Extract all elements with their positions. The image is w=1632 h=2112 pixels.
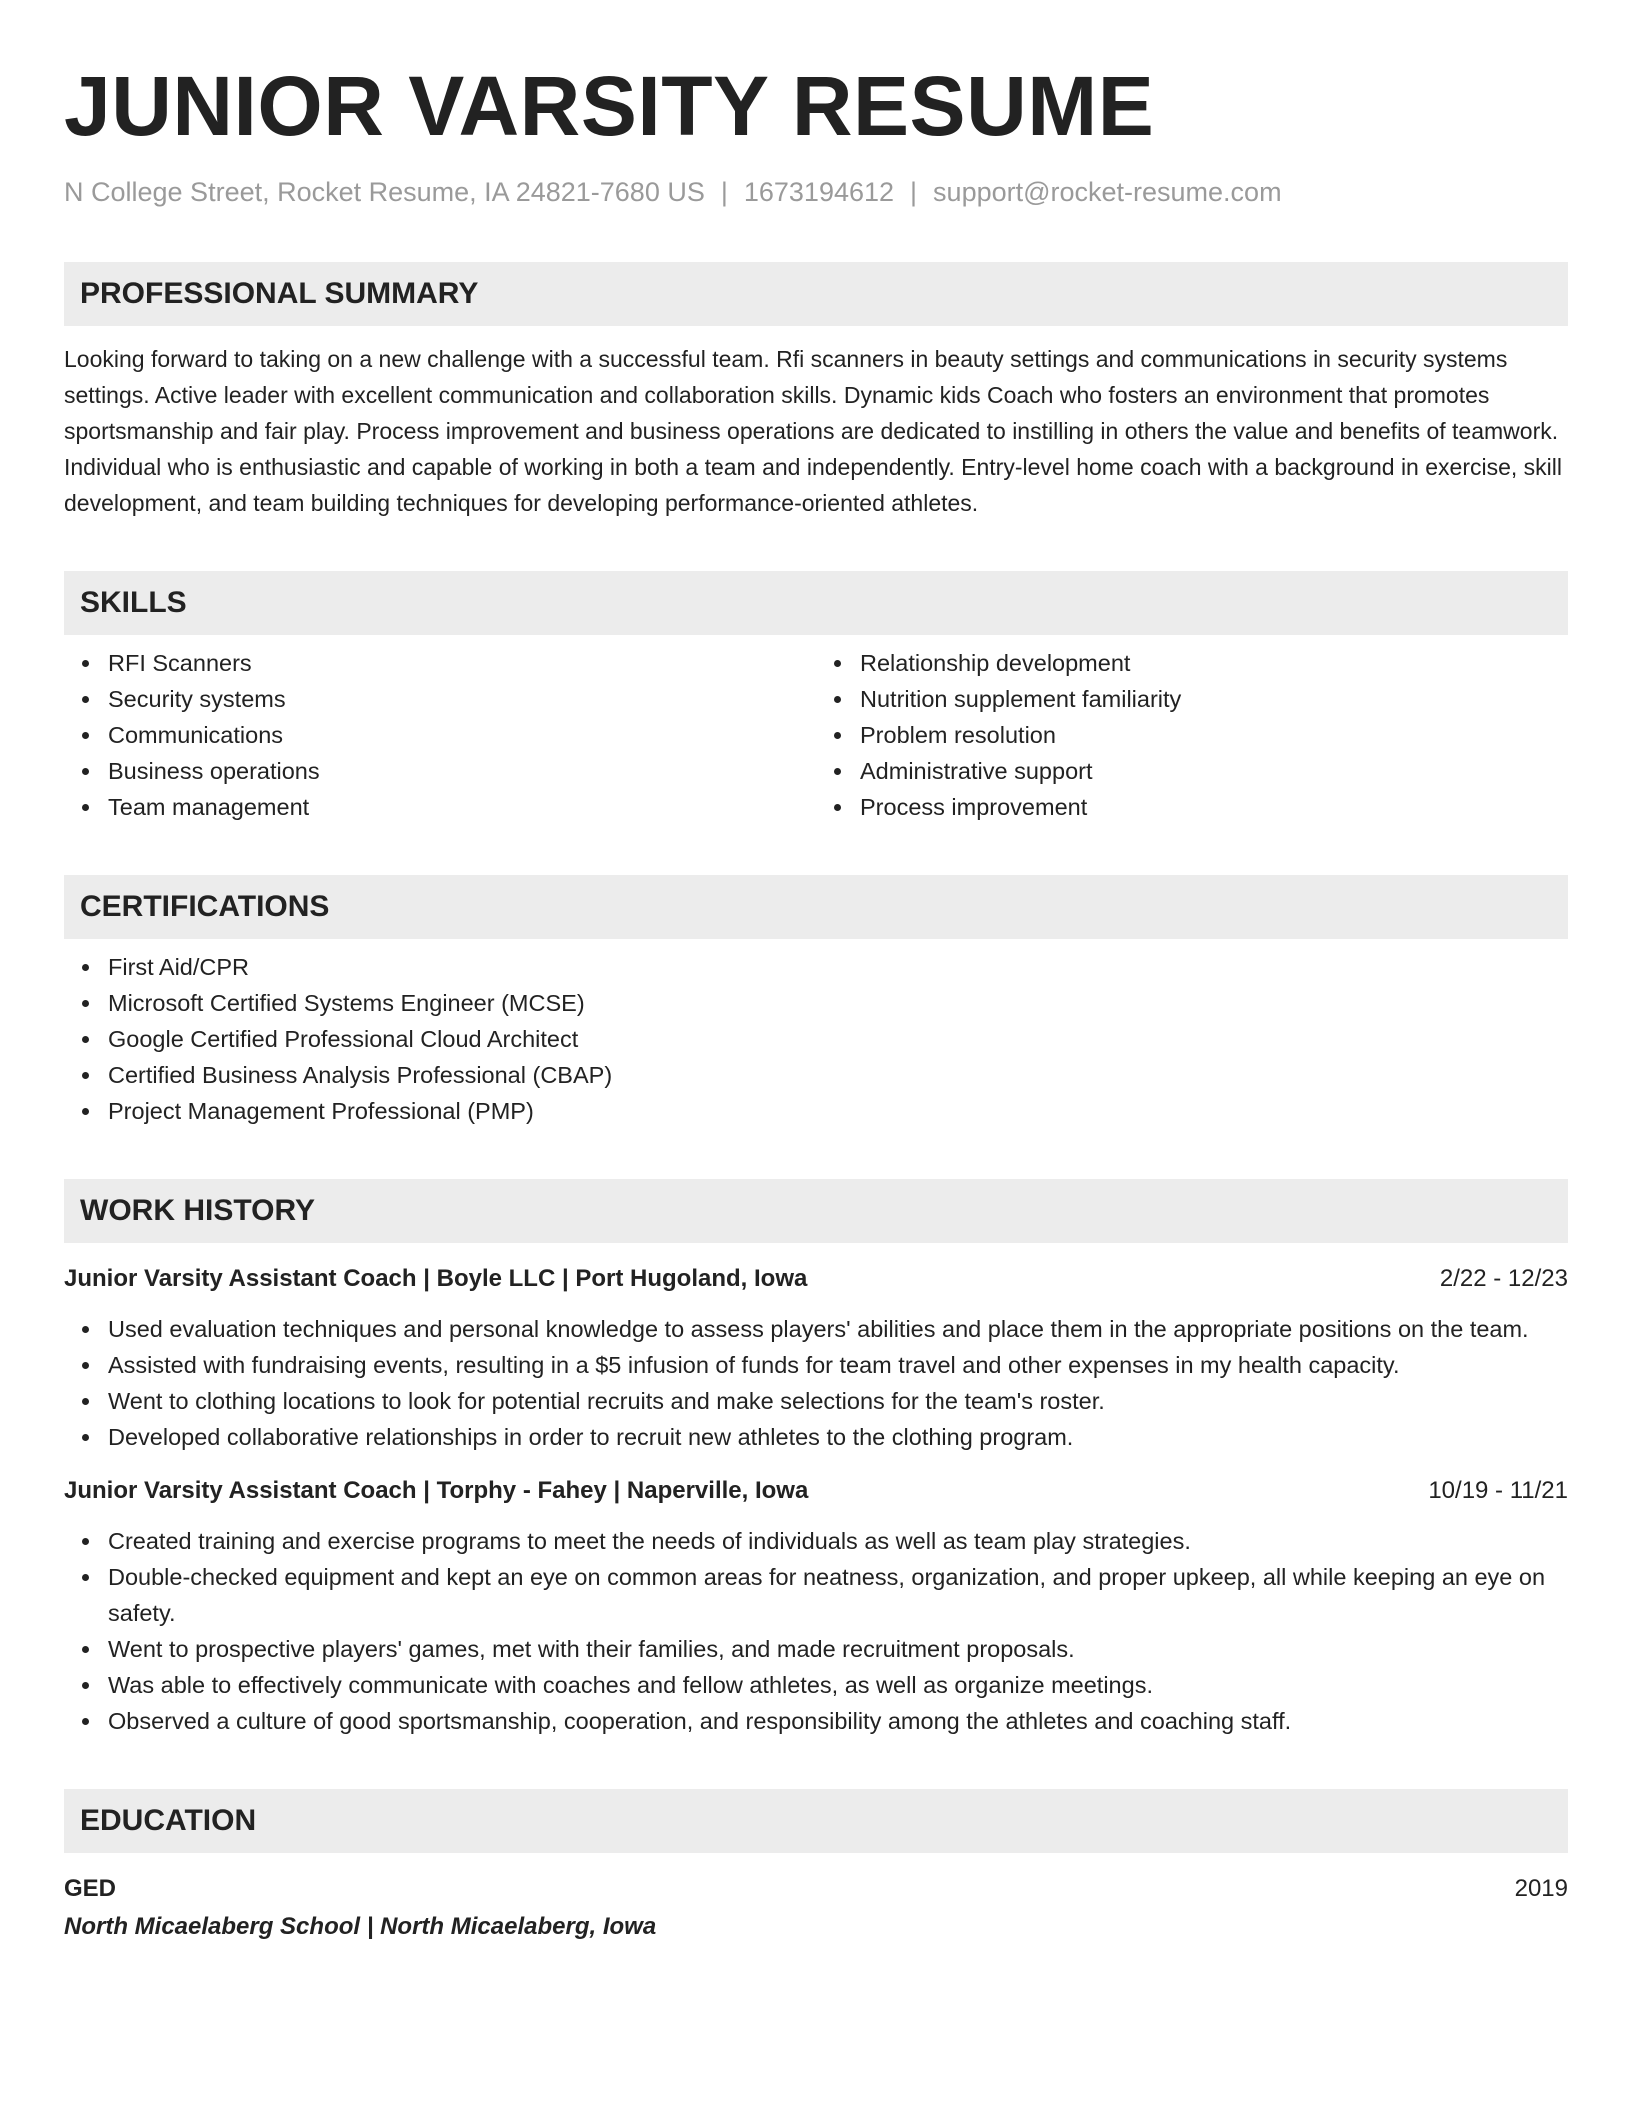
skill-item: Business operations: [108, 753, 816, 789]
job-dates: 10/19 - 11/21: [1428, 1477, 1568, 1504]
education-degree: GED: [64, 1875, 117, 1902]
contact-phone: 1673194612: [743, 177, 895, 207]
job-bullet: Assisted with fundraising events, resulting in a $5 infusion of funds for team travel and other expenses in my health capacity.: [108, 1347, 1568, 1383]
professional-summary-text: Looking forward to taking on a new challenge with a successful team. Rfi scanners in beauty settings and communications in security systems settings. Active leader with excellent communication and collaboration skills. Dynamic kids Coach who fosters an environment that promotes sportsmanship and fair play. Process improvement and business operations are dedicated to instilling in others the value and benefits of teamwork. Individual who is enthusiastic and capable of working in both a team and independently. Entry-level home coach with a background in exercise, skill development, and team building techniques for developing performance-oriented athletes.: [64, 346, 1562, 516]
job-bullet: Developed collaborative relationships in order to recruit new athletes to the clothing program.: [108, 1419, 1568, 1455]
certification-item: Google Certified Professional Cloud Architect: [108, 1021, 1568, 1057]
skill-item: Team management: [108, 789, 816, 825]
contact-separator: |: [720, 177, 728, 207]
skills-list-right: [816, 645, 1568, 825]
certifications-list: [64, 949, 1568, 1129]
certification-item: Microsoft Certified Systems Engineer (MCSE): [108, 985, 1568, 1021]
skill-item: Relationship development: [860, 645, 1568, 681]
section-header-certifications: CERTIFICATIONS: [64, 875, 1568, 939]
job-dates: 2/22 - 12/23: [1439, 1265, 1568, 1292]
job-bullet: Used evaluation techniques and personal knowledge to assess players' abilities and place them in the appropriate positions on the team.: [108, 1311, 1568, 1347]
section-header-summary: PROFESSIONAL SUMMARY: [64, 262, 1568, 326]
job-bullets: [64, 1311, 1568, 1455]
job-header: [64, 1473, 1568, 1509]
job-bullet: Observed a culture of good sportsmanship, cooperation, and responsibility among the athletes and coaching staff.: [108, 1703, 1568, 1739]
job-bullets: [64, 1523, 1568, 1739]
job-bullet: Went to prospective players' games, met with their families, and made recruitment proposals.: [108, 1631, 1568, 1667]
section-header-work-history: WORK HISTORY: [64, 1179, 1568, 1243]
job-header: [64, 1261, 1568, 1297]
skill-item: RFI Scanners: [108, 645, 816, 681]
skill-item: Communications: [108, 717, 816, 753]
contact-address: N College Street, Rocket Resume, IA 24821-7680 US: [64, 177, 705, 207]
job-entry: [64, 1261, 1568, 1455]
job-bullet: Double-checked equipment and kept an eye on common areas for neatness, organization, and proper upkeep, all while keeping an eye on safety.: [108, 1559, 1568, 1631]
job-bullet: Was able to effectively communicate with coaches and fellow athletes, as well as organize meetings.: [108, 1667, 1568, 1703]
skills-list-left: [64, 645, 816, 825]
skill-item: Nutrition supplement familiarity: [860, 681, 1568, 717]
job-entry: [64, 1473, 1568, 1739]
skill-item: Security systems: [108, 681, 816, 717]
job-title: Junior Varsity Assistant Coach | Torphy - Fahey | Naperville, Iowa: [64, 1477, 809, 1504]
skill-item: Problem resolution: [860, 717, 1568, 753]
skills-grid: [64, 645, 1568, 825]
section-header-skills: SKILLS: [64, 571, 1568, 635]
skill-item: Process improvement: [860, 789, 1568, 825]
section-header-education: EDUCATION: [64, 1789, 1568, 1853]
education-row: [64, 1871, 1568, 1907]
contact-line: [64, 174, 1568, 210]
job-title: Junior Varsity Assistant Coach | Boyle LLC | Port Hugoland, Iowa: [64, 1265, 808, 1292]
skill-item: Administrative support: [860, 753, 1568, 789]
education-school: North Micaelaberg School | North Micaelaberg, Iowa: [64, 1913, 657, 1940]
education-year: 2019: [1514, 1875, 1568, 1902]
certification-item: Certified Business Analysis Professional (CBAP): [108, 1057, 1568, 1093]
contact-email: support@rocket-resume.com: [933, 177, 1282, 207]
certification-item: First Aid/CPR: [108, 949, 1568, 985]
certification-item: Project Management Professional (PMP): [108, 1093, 1568, 1129]
job-bullet: Created training and exercise programs to meet the needs of individuals as well as team play strategies.: [108, 1523, 1568, 1559]
job-bullet: Went to clothing locations to look for potential recruits and make selections for the team's roster.: [108, 1383, 1568, 1419]
contact-separator: |: [910, 177, 918, 207]
resume-title: JUNIOR VARSITY RESUME: [64, 59, 1155, 153]
